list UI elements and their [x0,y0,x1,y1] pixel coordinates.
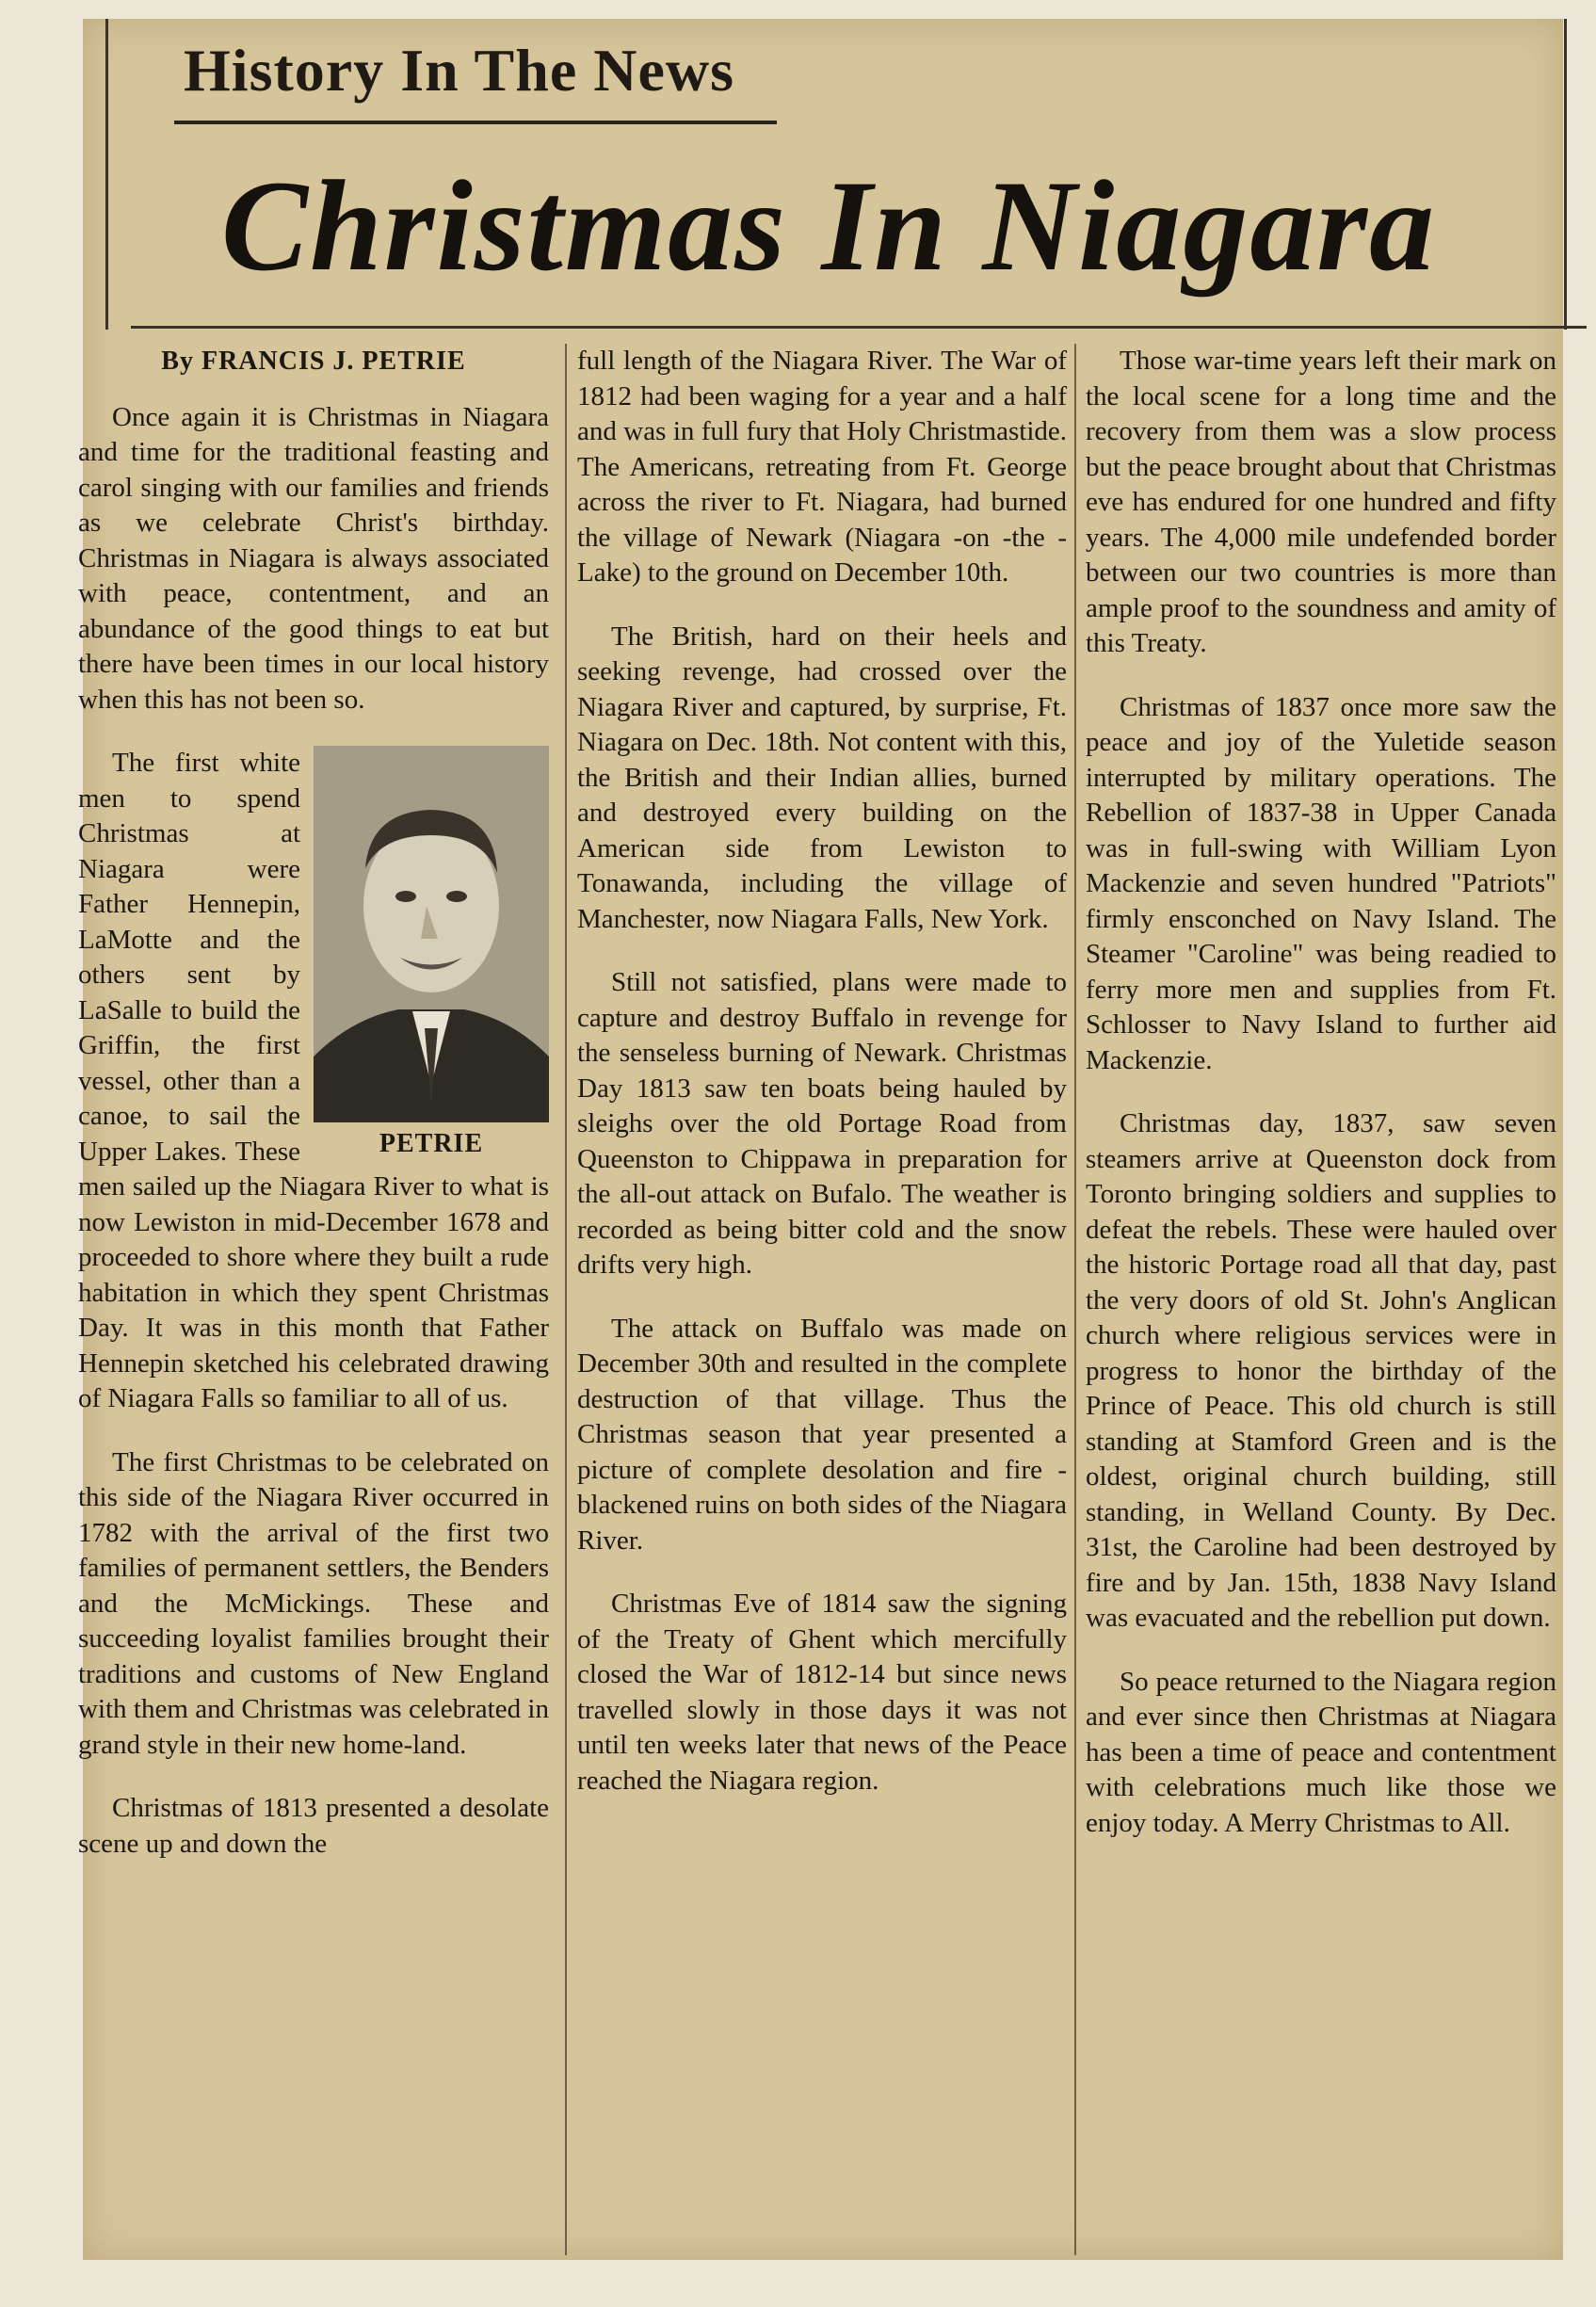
author-photo [314,746,549,1122]
newspaper-clipping [78,19,1563,2260]
paragraph: The first Christmas to be celebrated on this side of the Niagara River occurred in 1782 with the arrival of the first two families of permanent settlers, the Benders and the McMickings. These and succeeding loyalist families brought their traditions and customs of New England with them and Christmas was celebrated in grand style in their new home-land. [78,1446,549,1760]
paragraph: Those war-time years left their mark on the local scene for a long time and the recovery from them was a slow process but the peace brought about that Christmas eve has endured for one hundred and fifty years. The 4,000 mile undefended border between our two countries is more than ample proof to the soundness and amity of this Treaty. [1086,346,1556,658]
paragraph: Christmas Eve of 1814 saw the signing of the Treaty of Ghent which mercifully closed the War of 1812-14 but since news travelled slowly in those days it was not until ten weeks later that news of the Peace reached the Niagara region. [577,1589,1067,1796]
headline: Christmas In Niagara [221,153,1437,298]
photo-caption: PETRIE [379,1129,484,1158]
header-bottom-rule [131,326,1587,329]
header-box [105,19,1567,330]
paragraph: Once again it is Christmas in Niagara and time for the traditional feasting and carol singing with our families and friends as we celebrate Christ's birthday. Christmas in Niagara is always associated with peace, contentment, and an abundance of the good things to eat but there have been times in our local history when this has not been so. [78,401,549,715]
article-column-3 [1086,344,1556,1869]
column-divider [565,344,567,2255]
paragraph: Still not satisfied, plans were made to capture and destroy Buffalo in revenge for the senseless burning of Newark. Christmas Day 1813 saw ten boats being hauled by sleighs over the old Portage Road from Queenston to Chippawa in preparation for the all-out attack on Bufalo. The weather is recorded as being bitter cold and the snow drifts very high. [577,967,1067,1280]
author-photo-block [314,746,549,1162]
paragraph: So peace returned to the Niagara region and ever since then Christmas at Niagara has been a time of peace and contentment with celebrations much like those we enjoy today. A Merry Christmas to All. [1086,1666,1556,1838]
paragraph: Christmas of 1813 presented a desolate scene up and down the [78,1793,549,1859]
paragraph: full length of the Niagara River. The War of 1812 had been waging for a year and a half and was in full fury that Holy Christmastide. The Americans, retreating from Ft. George across the river to Ft. Niagara, had burned the village of Newark (Niagara -on -the -Lake) to the ground on December 10th. [577,346,1067,588]
byline: By FRANCIS J. PETRIE [161,347,466,376]
article-column-2 [577,344,1067,1827]
paragraph: The British, hard on their heels and seeking revenge, had crossed over the Niagara River and captured, by surprise, Ft. Niagara on Dec. 18th. Not content with this, the British and their Indian allies, burned and destroyed every building on the American side from Lewiston to Tonawanda, including the village of Manchester, now Niagara Falls, New York. [577,621,1067,934]
section-title: History In The News [184,37,734,104]
paragraph: Christmas day, 1837, saw seven steamers arrive at Queenston dock from Toronto bringing soldiers and supplies to defeat the rebels. These were hauled over the historic Portage road all that day, past the very doors of old St. John's Anglican church where religious services were in progress to honor the birthday of the Prince of Peace. This old church is still standing at Stamford Green and is the oldest, original church building, still standing, in Welland County. By Dec. 31st, the Caroline had been destroyed by fire and by Jan. 15th, 1838 Navy Island was evacuated and the rebellion put down. [1086,1108,1556,1633]
section-rule [174,121,777,124]
paragraph: Christmas of 1837 once more saw the peace and joy of the Yuletide season interrupted by military operations. The Rebellion of 1837-38 in Upper Canada was in full-swing with William Lyon Mackenzie and seven hundred "Patriots" firmly ensconched on Navy Island. The Steamer "Caroline" was being readied to ferry more men and supplies from Ft. Schlosser to Navy Island to further aid Mackenzie. [1086,691,1556,1075]
paragraph: The attack on Buffalo was made on December 30th and resulted in the complete destruction of that village. Thus the Christmas season that year presented a picture of complete desolation and fire - blackened ruins on both sides of the Niagara River. [577,1313,1067,1556]
article-column-1 [78,344,549,1890]
paragraph: The first white men to spend Christmas at Niagara were Father Hennepin, LaMotte and the others sent by LaSalle to build the Griffin, the first vessel, other than a canoe, to sail the Upper Lakes. These men sailed up the Niagara River to what is now Lewiston in mid-December 1678 and proceeded to shore where they built a rude habitation in which they spent Christmas Day. It was in this month that Father Hennepin sketched his celebrated drawing of Niagara Falls so familiar to all of us. [78,748,549,1413]
column-divider [1074,344,1076,2255]
